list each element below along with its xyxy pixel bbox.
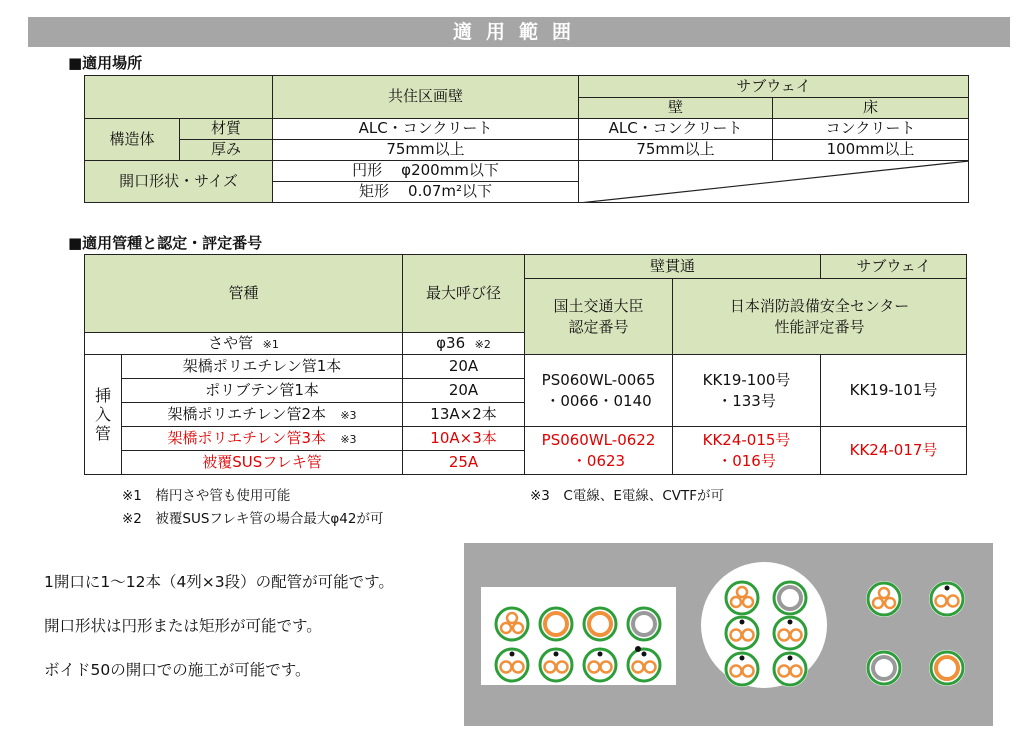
footnote-1: ※1 楕円さや管も使用可能 xyxy=(122,488,291,504)
opening-round-label: 円形 xyxy=(352,161,383,180)
material-subway-floor: コンクリート xyxy=(773,119,969,140)
pipe-row-name: 被覆SUSフレキ管 xyxy=(122,451,403,475)
note-paragraph: 1開口に1～12本（4列×3段）の配管が可能です。 xyxy=(44,573,394,591)
subway-number-b: KK24-017号 xyxy=(821,427,967,475)
row-thickness: 厚み xyxy=(180,140,273,161)
pipe-row-diameter: 25A xyxy=(403,451,525,475)
note-paragraph: ボイド50の開口での施工が可能です。 xyxy=(44,661,311,679)
thickness-subway-wall: 75mm以上 xyxy=(579,140,773,161)
pipe-name-text: 架橋ポリエチレン管3本 xyxy=(167,428,327,447)
fesc-number-b: KK24-015号 ・016号 xyxy=(673,427,821,475)
col-subway-floor: 床 xyxy=(773,98,969,119)
pipe-row-diameter: 10A×3本 xyxy=(403,427,525,451)
header-wall-penetration: 壁貫通 xyxy=(525,255,821,279)
opening-round-value: φ200mm以下 xyxy=(401,161,499,180)
section-title-pipes: ■適用管種と認定・評定番号 xyxy=(68,234,263,252)
insert-pipe-label: 挿 入 管 xyxy=(85,355,122,475)
section-title-application-place: ■適用場所 xyxy=(68,54,143,72)
col-apartment-wall: 共住区画壁 xyxy=(273,76,579,119)
installation-photo xyxy=(464,543,993,726)
pipe-row-diameter: 20A xyxy=(403,355,525,379)
corner-cell xyxy=(85,76,273,119)
row-structure: 構造体 xyxy=(85,119,180,161)
header-fesc-eval: 日本消防設備安全センター 性能評定番号 xyxy=(673,279,967,355)
application-place-table xyxy=(84,75,969,203)
pipe-row-name: 架橋ポリエチレン管1本 xyxy=(122,355,403,379)
saya-dia-value: φ36 xyxy=(436,333,466,352)
pipe-note: ※3 xyxy=(340,408,357,422)
note-paragraph: 開口形状は円形または矩形が可能です。 xyxy=(44,617,322,635)
opening-rect-label: 矩形 xyxy=(358,182,389,201)
footnote-3: ※3 C電線、E電線、CVTFが可 xyxy=(530,488,725,504)
opening-rect-value: 0.07m²以下 xyxy=(408,182,493,201)
col-subway-wall: 壁 xyxy=(579,98,773,119)
pipe-name-text: 架橋ポリエチレン管2本 xyxy=(167,404,327,423)
row-material: 材質 xyxy=(180,119,273,140)
fesc-number-a: KK19-100号 ・133号 xyxy=(673,355,821,427)
thickness-apartment: 75mm以上 xyxy=(273,140,579,161)
saya-note: ※1 xyxy=(262,337,279,351)
saya-diameter xyxy=(403,333,525,355)
pipe-table xyxy=(84,254,967,475)
pipe-row-name: ポリブテン管1本 xyxy=(122,379,403,403)
pipe-note: ※3 xyxy=(340,432,357,446)
page-banner: 適用範囲 xyxy=(28,17,1010,47)
saya-dia-note: ※2 xyxy=(474,337,491,351)
diagonal-slash xyxy=(579,161,969,203)
footnote-2: ※2 被覆SUSフレキ管の場合最大φ42が可 xyxy=(122,511,384,527)
pipe-row-diameter: 20A xyxy=(403,379,525,403)
opening-rect xyxy=(273,182,579,203)
opening-round xyxy=(273,161,579,182)
opening-subway-na xyxy=(579,161,969,203)
mlit-number-b: PS060WL-0622 ・0623 xyxy=(525,427,673,475)
round-opening xyxy=(701,562,827,688)
pipe-row-name xyxy=(122,403,403,427)
row-opening-shape-size: 開口形状・サイズ xyxy=(85,161,273,203)
material-subway-wall: ALC・コンクリート xyxy=(579,119,773,140)
mlit-number-a: PS060WL-0065 ・0066・0140 xyxy=(525,355,673,427)
header-pipe-type: 管種 xyxy=(85,255,403,333)
pipe-arrangement-illustration xyxy=(464,543,993,726)
header-subway: サブウェイ xyxy=(821,255,967,279)
thickness-subway-floor: 100mm以上 xyxy=(773,140,969,161)
pipe-row-diameter: 13A×2本 xyxy=(403,403,525,427)
col-subway: サブウェイ xyxy=(579,76,969,98)
header-max-diameter: 最大呼び径 xyxy=(403,255,525,333)
material-apartment: ALC・コンクリート xyxy=(273,119,579,140)
saya-label: さや管 xyxy=(208,333,254,352)
subway-number-a: KK19-101号 xyxy=(821,355,967,427)
header-mlit-cert: 国土交通大臣 認定番号 xyxy=(525,279,673,355)
saya-pipe-row xyxy=(85,333,403,355)
pipe-row-name xyxy=(122,427,403,451)
